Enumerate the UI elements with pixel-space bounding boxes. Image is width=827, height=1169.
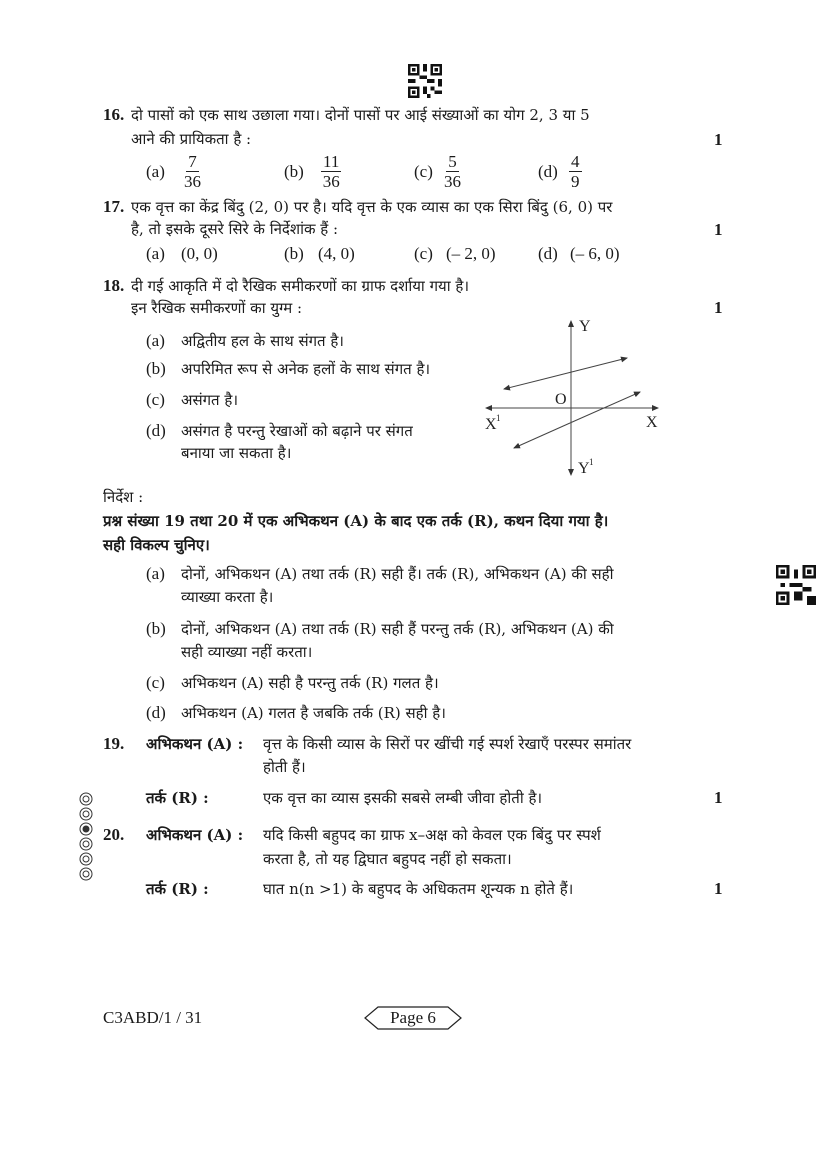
instructions-text: प्रश्न संख्या 19 तथा 20 में एक अभिकथन (A) के बाद एक तर्क (R), कथन दिया गया है। xyxy=(103,512,609,530)
question-text: एक वृत्त का केंद्र बिंदु (2, 0) पर है। यदि वृत्त के एक व्यास का एक सिरा बिंदु (6, 0) पर xyxy=(131,198,613,216)
instructions-title: निर्देश : xyxy=(103,488,144,506)
line-1 xyxy=(540,358,627,380)
question-number: 20. xyxy=(103,825,125,844)
y-neg-sup: 1 xyxy=(589,457,594,467)
question-number: 18. xyxy=(103,276,125,295)
denominator: 36 xyxy=(184,172,201,191)
instructions-text: सही विकल्प चुनिए। xyxy=(103,536,210,554)
question-number: 19. xyxy=(103,734,125,753)
option-text: दोनों, अभिकथन (A) तथा तर्क (R) सही हैं परन्तु तर्क (R), अभिकथन (A) की xyxy=(181,620,614,638)
option-label: (d) xyxy=(146,421,166,440)
option-text: सही व्याख्या नहीं करता। xyxy=(181,643,313,661)
question-text: आने की प्रायिकता है : xyxy=(131,130,252,148)
option-label: (d) xyxy=(146,703,166,722)
binding-spiral-marks xyxy=(77,790,95,885)
assertion-text: करता है, तो यह द्विघात बहुपद नहीं हो सकता। xyxy=(263,850,512,868)
option-c-fraction xyxy=(444,152,461,191)
x-neg-label: X xyxy=(485,416,497,433)
option-label: (c) xyxy=(414,244,433,263)
qr-code-side xyxy=(776,565,816,605)
option-text: (– 2, 0) xyxy=(446,244,496,263)
question-text: दी गई आकृति में दो रैखिक समीकरणों का ग्राफ दर्शाया गया है। xyxy=(131,277,470,295)
marks: 1 xyxy=(714,130,723,149)
option-label: (b) xyxy=(146,619,166,638)
line-1-end xyxy=(504,380,540,389)
assertion-text: यदि किसी बहुपद का ग्राफ x–अक्ष को केवल एक बिंदु पर स्पर्श xyxy=(263,826,601,844)
assertion-text: होती हैं। xyxy=(263,758,306,776)
origin-label: O xyxy=(555,391,567,408)
option-text: (– 6, 0) xyxy=(570,244,620,263)
question-number: 16. xyxy=(103,105,125,124)
marks: 1 xyxy=(714,788,723,807)
option-label: (d) xyxy=(538,162,558,181)
option-label: (a) xyxy=(146,564,165,583)
reason-label: तर्क (R) : xyxy=(146,789,209,807)
option-text: बनाया जा सकता है। xyxy=(181,444,292,462)
option-label: (a) xyxy=(146,162,165,181)
assertion-label: अभिकथन (A) : xyxy=(146,826,244,844)
x-label: X xyxy=(646,414,658,431)
question-text: इन रैखिक समीकरणों का युग्म : xyxy=(131,299,303,317)
option-text: व्याख्या करता है। xyxy=(181,588,274,606)
paper-code: C3ABD/1 / 31 xyxy=(103,1008,203,1027)
marks: 1 xyxy=(714,220,723,239)
option-text: असंगत है। xyxy=(181,391,239,409)
option-text: असंगत है परन्तु रेखाओं को बढ़ाने पर संगत xyxy=(181,422,413,440)
option-label: (c) xyxy=(146,673,165,692)
option-text: (4, 0) xyxy=(318,244,355,263)
qr-code-top xyxy=(408,64,442,98)
question-number: 17. xyxy=(103,197,125,216)
option-label: (a) xyxy=(146,331,165,350)
denominator: 9 xyxy=(571,172,580,191)
option-label: (b) xyxy=(146,359,166,378)
assertion-text: वृत्त के किसी व्यास के सिरों पर खींची गई स्पर्श रेखाएँ परस्पर समांतर xyxy=(263,735,632,753)
option-label: (a) xyxy=(146,244,165,263)
option-b-fraction xyxy=(321,152,341,191)
option-text: (0, 0) xyxy=(181,244,218,263)
assertion-label: अभिकथन (A) : xyxy=(146,735,244,753)
option-a-fraction xyxy=(184,152,201,191)
question-text: है, तो इसके दूसरे सिरे के निर्देशांक हैं : xyxy=(131,220,339,238)
option-label: (b) xyxy=(284,162,304,181)
option-label: (c) xyxy=(146,390,165,409)
x-neg-sup: 1 xyxy=(496,413,501,423)
option-label: (d) xyxy=(538,244,558,263)
linear-equations-graph xyxy=(480,315,670,480)
y-label: Y xyxy=(579,318,591,335)
reason-text: एक वृत्त का व्यास इसकी सबसे लम्बी जीवा होती है। xyxy=(263,789,543,807)
page-number: Page 6 xyxy=(390,1008,436,1027)
option-text: दोनों, अभिकथन (A) तथा तर्क (R) सही हैं। तर्क (R), अभिकथन (A) की सही xyxy=(181,565,614,583)
y-neg-label: Y xyxy=(578,460,590,477)
denominator: 36 xyxy=(444,172,461,191)
option-text: अपरिमित रूप से अनेक हलों के साथ संगत है। xyxy=(181,360,431,378)
denominator: 36 xyxy=(322,172,340,191)
option-d-fraction xyxy=(569,152,582,191)
option-text: अभिकथन (A) सही है परन्तु तर्क (R) गलत है। xyxy=(181,674,439,692)
marks: 1 xyxy=(714,298,723,317)
reason-text: घात n(n >1) के बहुपद के अधिकतम शून्यक n होते हैं। xyxy=(263,880,574,898)
marks: 1 xyxy=(714,879,723,898)
option-text: अद्वितीय हल के साथ संगत है। xyxy=(181,332,344,350)
question-text: दो पासों को एक साथ उछाला गया। दोनों पासों पर आई संख्याओं का योग 2, 3 या 5 xyxy=(131,106,590,124)
option-label: (c) xyxy=(414,162,433,181)
numerator: 5 xyxy=(448,152,457,171)
numerator: 4 xyxy=(571,152,580,171)
numerator: 7 xyxy=(188,152,197,171)
option-text: अभिकथन (A) गलत है जबकि तर्क (R) सही है। xyxy=(181,704,446,722)
line-2-end xyxy=(514,423,570,448)
option-label: (b) xyxy=(284,244,304,263)
reason-label: तर्क (R) : xyxy=(146,880,209,898)
numerator: 11 xyxy=(323,152,340,171)
